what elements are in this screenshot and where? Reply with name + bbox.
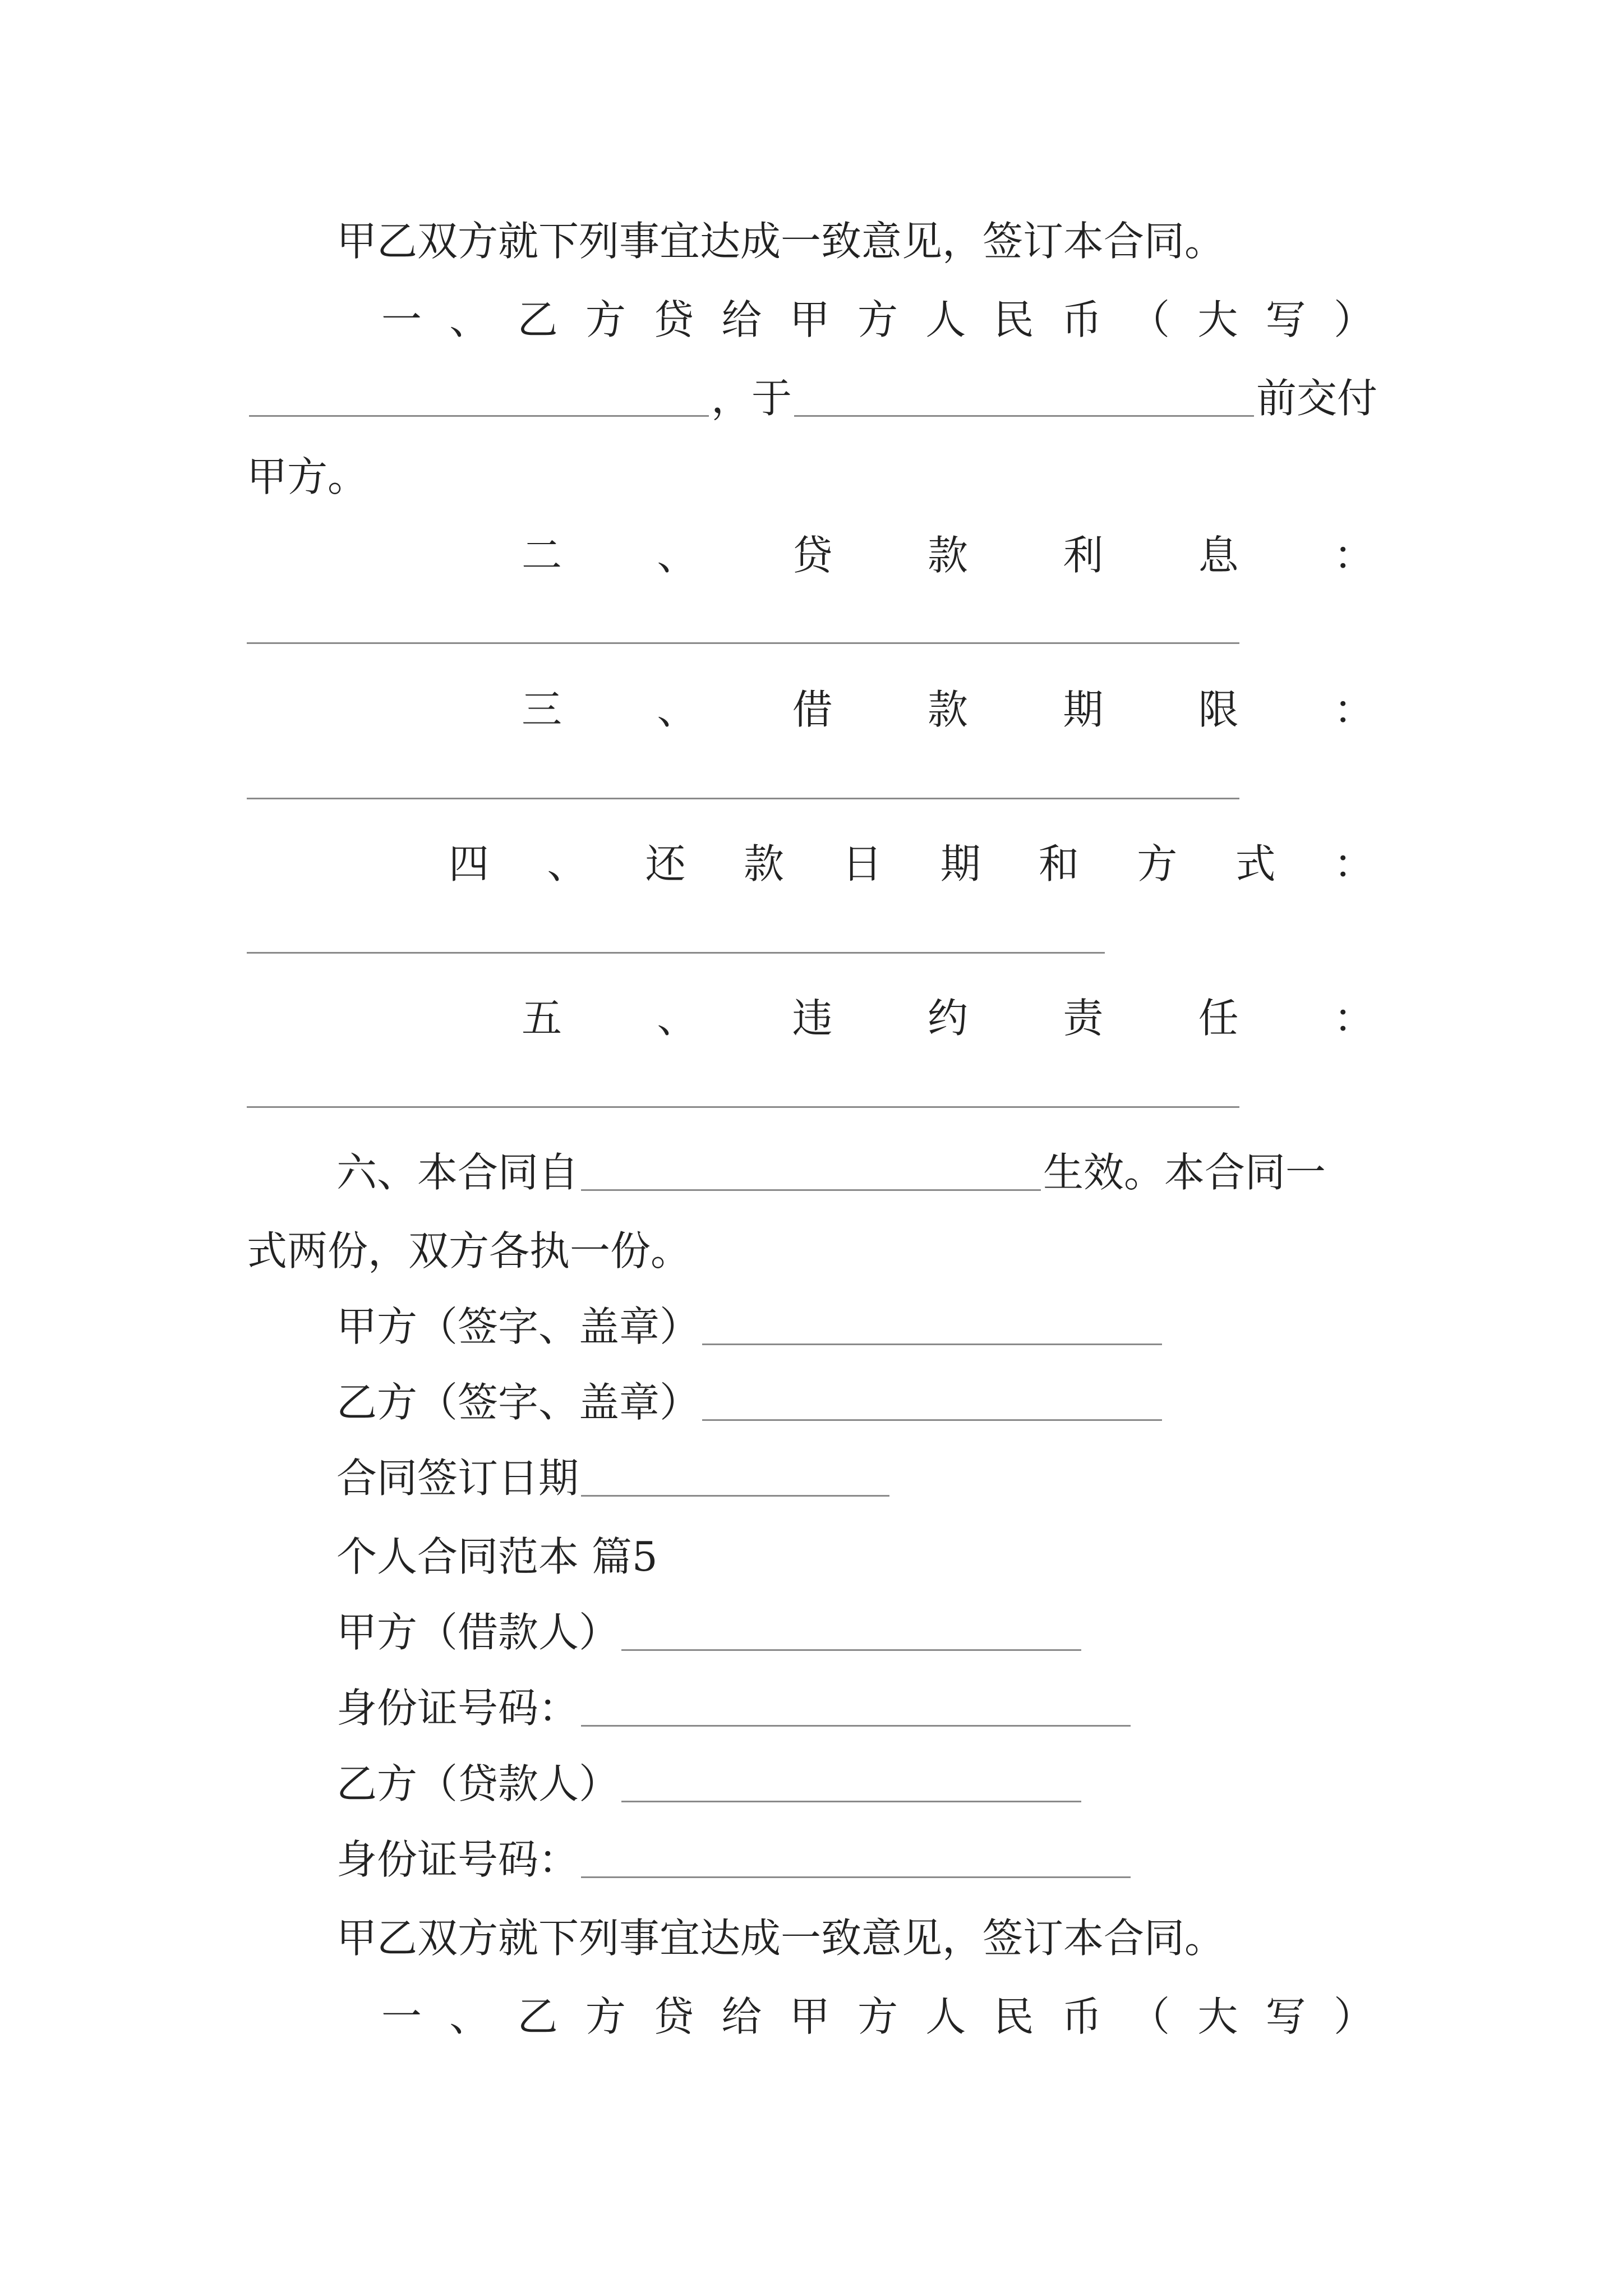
sign-a-label: 甲方（签字、盖章） <box>336 1303 700 1350</box>
id-blank-1[interactable] <box>581 1724 1131 1727</box>
section-title-line <box>336 1529 658 1585</box>
clause-1-repeat-char: 一 <box>381 1993 422 2040</box>
sign-date-blank[interactable] <box>581 1494 889 1497</box>
interest-blank[interactable] <box>247 642 1239 644</box>
id-blank-2[interactable] <box>581 1876 1131 1878</box>
clause-1-deliver: 前交付 <box>1256 375 1378 422</box>
clause-1-char: 方 <box>585 296 626 343</box>
clause-2-char: 款 <box>927 532 968 579</box>
sign-date-label: 合同签订日期 <box>336 1455 579 1502</box>
clause-5-char: 任 <box>1198 995 1239 1042</box>
sign-a-line <box>336 1299 1164 1355</box>
clause-3-char: 借 <box>792 686 833 733</box>
clause-4-char: 四 <box>449 840 490 887</box>
clause-1-repeat-char: 人 <box>925 1993 966 2040</box>
clause-4-char: 款 <box>743 840 784 887</box>
clause-2-char: 利 <box>1063 532 1104 579</box>
id-line-1 <box>336 1680 1133 1736</box>
clause-5-char: 责 <box>1063 995 1104 1042</box>
liability-blank[interactable] <box>247 1106 1239 1108</box>
clause-2-char: 、 <box>657 532 698 579</box>
section-title: 个人合同范本 篇5 <box>336 1533 658 1580</box>
clause-1-char: 、 <box>449 296 490 343</box>
clause-1-char: 大 <box>1197 296 1238 343</box>
lender-line <box>336 1756 1083 1812</box>
clause-1-repeat-char: 大 <box>1197 1993 1238 2040</box>
intro-text-2: 甲乙双方就下列事宜达成一致意见，签订本合同。 <box>336 1915 1225 1962</box>
clause-2-char: 贷 <box>792 532 833 579</box>
clause-1-repeat-char: 给 <box>721 1993 762 2040</box>
clause-1-char: ） <box>1333 296 1374 343</box>
borrower-line <box>336 1604 1083 1660</box>
sign-b-line <box>336 1374 1164 1430</box>
clause-5-heading <box>522 990 1374 1046</box>
effective-date-blank[interactable] <box>581 1189 1041 1191</box>
clause-4-char: ： <box>1333 840 1374 887</box>
clause-1-repeat-char: （ <box>1129 1993 1170 2040</box>
clause-1-repeat-char: 乙 <box>517 1993 558 2040</box>
clause-3-char: 三 <box>522 686 562 733</box>
clause-6-suffix: 生效。本合同一 <box>1043 1149 1326 1196</box>
clause-1-tail-text: 甲方。 <box>247 453 368 500</box>
clause-1-repeat-char: 方 <box>585 1993 626 2040</box>
clause-1-char: 币 <box>1061 296 1102 343</box>
clause-1-char: 方 <box>857 296 898 343</box>
clause-4-char: 和 <box>1038 840 1079 887</box>
clause-6-line <box>336 1144 1326 1200</box>
clause-5-char: 、 <box>657 995 698 1042</box>
clause-4-char: 期 <box>940 840 981 887</box>
amount-blank[interactable] <box>249 415 709 417</box>
clause-4-char: 方 <box>1137 840 1178 887</box>
clause-3-char: 、 <box>657 686 698 733</box>
clause-4-char: 、 <box>547 840 588 887</box>
clause-1-repeat-char: 方 <box>857 1993 898 2040</box>
intro-paragraph-2 <box>336 1910 1225 1966</box>
clause-1-char: 民 <box>993 296 1034 343</box>
clause-6-tail-text: 式两份，双方各执一份。 <box>247 1227 691 1274</box>
clause-1-repeat-char: 贷 <box>653 1993 694 2040</box>
sign-a-blank[interactable] <box>702 1343 1162 1345</box>
id-label-2: 身份证号码： <box>336 1836 579 1883</box>
clause-3-char: 期 <box>1063 686 1104 733</box>
clause-1-yu: ，于 <box>711 375 792 422</box>
intro-text: 甲乙双方就下列事宜达成一致意见，签订本合同。 <box>336 218 1225 265</box>
clause-1-char: 写 <box>1265 296 1306 343</box>
clause-3-heading <box>522 682 1374 738</box>
clause-1-repeat-char: 甲 <box>789 1993 830 2040</box>
clause-4-char: 日 <box>842 840 883 887</box>
delivery-date-blank[interactable] <box>794 415 1254 417</box>
clause-5-char: 违 <box>792 995 833 1042</box>
borrower-label: 甲方（借款人） <box>336 1609 620 1656</box>
clause-4-char: 式 <box>1235 840 1276 887</box>
clause-3-char: 款 <box>927 686 968 733</box>
clause-6-tail <box>247 1223 691 1279</box>
sign-b-label: 乙方（签字、盖章） <box>336 1379 700 1426</box>
id-label-1: 身份证号码： <box>336 1685 579 1732</box>
sign-date-line <box>336 1450 892 1506</box>
clause-1-repeat-char: 民 <box>993 1993 1034 2040</box>
clause-2-char: 二 <box>522 532 562 579</box>
repayment-blank[interactable] <box>247 952 1105 954</box>
clause-2-char: 息 <box>1198 532 1239 579</box>
clause-2-heading <box>522 527 1374 583</box>
clause-3-char: 限 <box>1198 686 1239 733</box>
clause-1-repeat-heading <box>381 1989 1374 2045</box>
clause-1-char: 给 <box>721 296 762 343</box>
id-line-2 <box>336 1832 1133 1888</box>
clause-5-char: 五 <box>522 995 562 1042</box>
clause-3-char: ： <box>1333 686 1374 733</box>
clause-4-heading <box>449 836 1374 892</box>
clause-2-char: ： <box>1333 532 1374 579</box>
intro-paragraph <box>336 213 1225 269</box>
clause-6-prefix: 六、本合同自 <box>336 1149 579 1196</box>
clause-1-repeat-char: 、 <box>449 1993 490 2040</box>
clause-5-char: ： <box>1333 995 1374 1042</box>
clause-1-char: 甲 <box>789 296 830 343</box>
borrower-blank[interactable] <box>621 1649 1081 1651</box>
clause-1-char: 贷 <box>653 296 694 343</box>
clause-5-char: 约 <box>927 995 968 1042</box>
term-blank[interactable] <box>247 798 1239 799</box>
clause-1-amount-line <box>247 370 1377 426</box>
clause-1-tail <box>247 449 368 505</box>
sign-b-blank[interactable] <box>702 1419 1162 1421</box>
clause-1-repeat-char: ） <box>1333 1993 1374 2040</box>
clause-1-char: （ <box>1129 296 1170 343</box>
clause-4-char: 还 <box>645 840 686 887</box>
lender-label: 乙方（贷款人） <box>336 1760 620 1807</box>
clause-1-heading <box>381 292 1374 348</box>
clause-1-char: 一 <box>381 296 422 343</box>
clause-1-repeat-char: 币 <box>1061 1993 1102 2040</box>
lender-blank[interactable] <box>621 1800 1081 1802</box>
clause-1-char: 乙 <box>517 296 558 343</box>
clause-1-char: 人 <box>925 296 966 343</box>
clause-1-repeat-char: 写 <box>1265 1993 1306 2040</box>
